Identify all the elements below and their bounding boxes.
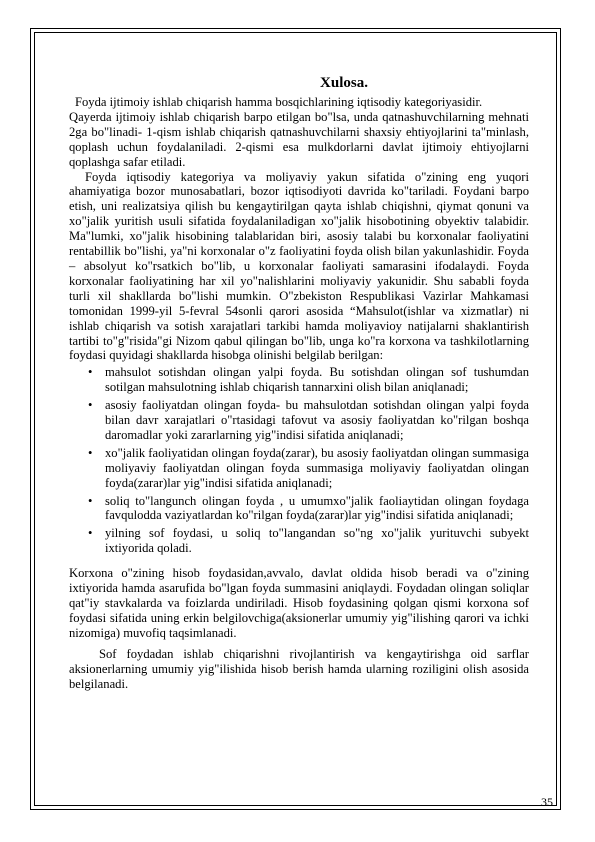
- paragraph-labor-division: Qayerda ijtimoiy ishlab chiqarish barpo etilgan bo"lsa, unda qatnashuvchilarning mehnati 2ga bo"linadi- 1-qism ishlab chiqarish qatnashuvchilarni shaxsiy ehtiyojlarini ta"minlash, qoplash uchun foydalaniladi. 2-qismi esa mulkdorlarni davlat ijtimoiy ehtiyojlarni qoplashga safar etiladi.: [69, 109, 529, 169]
- page-number: 35: [541, 795, 553, 809]
- list-item: • soliq to"langunch olingan foyda , u umumxo"jalik faoliaytidan olingan foydaga favqulodda vaziyatlardan ko"rilgan foyda(zarar)lar yig"indisi sifatida aniqlanadi;: [105, 494, 529, 524]
- paragraph-intro: Foyda ijtimoiy ishlab chiqarish hamma bosqichlarining iqtisodiy kategoriyasidir.: [75, 95, 483, 109]
- document-body: [69, 74, 529, 691]
- list-item: • xo"jalik faoliyatidan olingan foyda(zarar), bu asosiy faoliyatdan olingan summasiga moliyaviy faoliyatdan olingan foyda summasiga moliyaviy faoliyatdan olingan foyda(zarar)lar yig"indisi sifatida aniqlanadi;: [105, 446, 529, 491]
- profit-forms-list: [69, 365, 529, 556]
- list-item: • yilning sof foydasi, u soliq to"langandan so"ng xo"jalik yurituvchi subyekt ixtiyorida qoladi.: [105, 526, 529, 556]
- list-item: • asosiy faoliyatdan olingan foyda- bu mahsulotdan sotishdan olingan yalpi foyda bilan davr xarajatlari o"rtasidagi tafovut va asosiy faoliyatdan ko"rilgan boshqa daromadlar yoki zararlarning yig"indisi sifatida aniqlanadi;: [105, 398, 529, 443]
- paragraph-net-profit-use: Sof foydadan ishlab chiqarishni rivojlantirish va kengaytirishga oid sarflar aksionerlarning umumiy yig"ilishida hisob berish hamda ularning roziligini olish asosida belgilanadi.: [69, 646, 529, 691]
- section-title: Xulosa.: [320, 75, 368, 91]
- list-item: • mahsulot sotishdan olingan yalpi foyda. Bu sotishdan olingan sof tushumdan sotilgan mahsulotning ishlab chiqarish tannarxini olish bilan aniqlanadi;: [105, 365, 529, 395]
- paragraph-profit-category: Foyda iqtisodiy kategoriya va moliyaviy yakun sifatida o"zining eng yuqori ahamiyatiga bozor munosabatlari, bozor iqtisodiyoti davrida ko"tariladi. Foydani barpo etish, uni realizatsiya qilish bu kengaytirilgan qayta ishlab chiqishni, qiymat qonuni va xo"jalik yuritish usuli sifatida foydalaniladigan xo"jalik hisobotining obyektiv talabidir. Ma"lumki, xo"jalik hisobining talablaridan biri, asosiy talabi bu korxonalar faoliyatini rentabillik bo"lishi, ya"ni korxonalar o"z faoliyatini foyda olish bilan yakunlashidir. Foyda – absolyut ko"rsatkich bo"lib, u korxonalar faoliyati samarasini ifodalaydi. Foyda korxonalar faoliyatining har xil yo"nalishlarini moliyaviy yakunidir. Shu sababli foyda turli xil shakllarda bo"lishi mumkin. O"zbekiston Respublikasi Vazirlar Mahkamasi tomonidan 1999-yil 5-fevral 54sonli qarori asosida “Mahsulot(ishlar va xizmatlar) ni ishlab chiqarish va sotish xarajatlari tarkibi hamda moliyavioy natijalarni shaklantirish tartibi to"g"risida"gi Nizom qabul qilingan bo"lib, unga ko"ra korxona va tashkilotlarning foydasi quyidagi shakllarda hisobga olinishi belgilab berilgan:: [69, 169, 529, 363]
- paragraph-tax-accounting: Korxona o"zining hisob foydasidan,avvalo, davlat oldida hisob beradi va o"zining ixtiyorida hamda asarufida bo"lgan foyda summasini aniqlaydi. Foydadan olingan soliqlar qat"iy stavkalarda va foizlarda undiriladi. Hisob foydasining qolgan qismi korxona sof foydasi sifatida uning erkin belgilovchiga(aksionerlar umumiy yig"ilishing qarori va ichki nizomiga) muvofiq taqsimlanadi.: [69, 566, 529, 640]
